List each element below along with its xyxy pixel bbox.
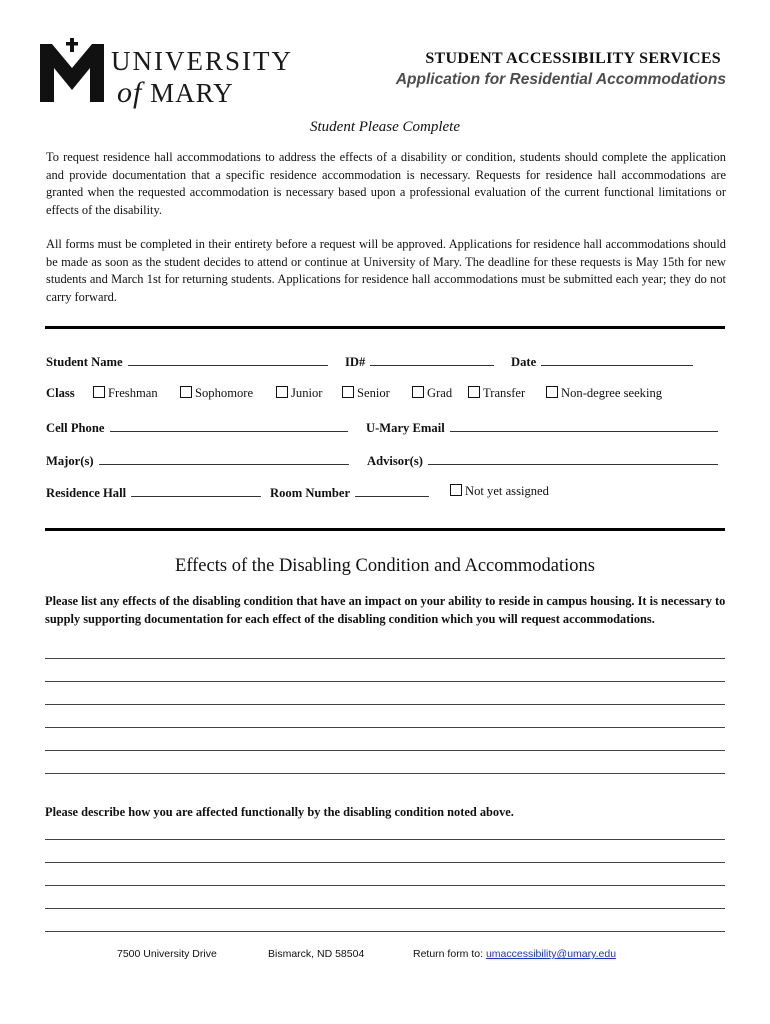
answer-line[interactable] xyxy=(45,931,725,932)
student-name-label: Student Name xyxy=(46,355,123,369)
answer-line[interactable] xyxy=(45,704,725,705)
answer-line[interactable] xyxy=(45,750,725,751)
class-option-non-degree[interactable] xyxy=(546,386,662,401)
class-option-sophomore[interactable] xyxy=(180,386,253,401)
checkbox[interactable] xyxy=(93,386,105,398)
email-field[interactable] xyxy=(450,419,718,432)
option-label: Not yet assigned xyxy=(465,484,549,498)
cell-phone-field[interactable] xyxy=(110,419,348,432)
return-email-link[interactable]: umaccessibility@umary.edu xyxy=(485,948,617,960)
answer-line[interactable] xyxy=(45,839,725,840)
advisors-field[interactable] xyxy=(428,452,718,465)
email-label: U-Mary Email xyxy=(366,421,445,435)
effects-prompt-1: Please list any effects of the disabling condition that have an impact on your ability to reside in campus housing. It is necessary to supply supporting documentation for each effect of the disabling condition which you will request accommodations. xyxy=(45,594,726,626)
student-name-field[interactable] xyxy=(128,353,328,366)
date-field[interactable] xyxy=(541,353,693,366)
section-heading-student: Student Please Complete xyxy=(310,119,460,135)
cell-phone-label: Cell Phone xyxy=(46,421,105,435)
option-label: Grad xyxy=(427,386,453,400)
logo-mary: MARY xyxy=(150,78,234,108)
row-housing xyxy=(46,484,726,504)
university-logo-mark xyxy=(40,38,104,102)
option-label: Junior xyxy=(291,386,323,400)
not-yet-assigned-option[interactable] xyxy=(450,484,549,499)
option-label: Non-degree seeking xyxy=(561,386,663,400)
advisors-label: Advisor(s) xyxy=(367,454,423,468)
room-number-field[interactable] xyxy=(355,484,429,497)
effects-section-title: Effects of the Disabling Condition and Accommodations xyxy=(175,556,595,576)
footer-city: Bismarck, ND 58504 xyxy=(268,948,365,960)
option-label: Freshman xyxy=(108,386,158,400)
checkbox[interactable] xyxy=(412,386,424,398)
logo-of: of xyxy=(117,76,143,109)
answer-line[interactable] xyxy=(45,885,725,886)
option-label: Sophomore xyxy=(195,386,254,400)
logo-wordmark-university: UNIVERSITY xyxy=(111,46,293,76)
class-option-junior[interactable] xyxy=(276,386,322,401)
logo-wordmark-of-mary xyxy=(117,76,234,110)
majors-label: Major(s) xyxy=(46,454,94,468)
class-option-grad[interactable] xyxy=(412,386,452,401)
intro-paragraph-1: To request residence hall accommodations to address the effects of a disability or condition, students should complete the application and provide documentation that a specific residence accommodation is necessary. Requests for residence hall accommodations are granted when the requested accommodation is necessary based upon a professional evaluation of the current functional limitations or effects of the disability. xyxy=(46,150,726,217)
answer-line[interactable] xyxy=(45,681,725,682)
residence-hall-label: Residence Hall xyxy=(46,486,127,500)
intro-paragraph-2: All forms must be completed in their entirety before a request will be approved. Applications for residence hall accommodations should be made as soon as the student decides to attend or continue at University of Mary. The deadline for these requests is May 15th for new students and March 1st for returning students. Applications for residence hall accommodations must be submitted each year; they do not carry forward. xyxy=(46,237,726,304)
department-name: STUDENT ACCESSIBILITY SERVICES xyxy=(425,50,721,67)
return-prefix: Return form to: xyxy=(413,948,484,960)
answer-line[interactable] xyxy=(45,773,725,774)
footer-address: 7500 University Drive xyxy=(117,948,217,960)
checkbox[interactable] xyxy=(342,386,354,398)
row-academic xyxy=(46,452,726,472)
divider-bottom xyxy=(45,528,725,531)
answer-line[interactable] xyxy=(45,658,725,659)
option-label: Senior xyxy=(357,386,390,400)
majors-field[interactable] xyxy=(99,452,349,465)
class-option-senior[interactable] xyxy=(342,386,390,401)
class-option-transfer[interactable] xyxy=(468,386,525,401)
id-label: ID# xyxy=(345,355,366,369)
checkbox[interactable] xyxy=(546,386,558,398)
row-class xyxy=(46,386,726,406)
answer-line[interactable] xyxy=(45,727,725,728)
option-label: Transfer xyxy=(483,386,526,400)
footer-return xyxy=(413,948,616,960)
checkbox[interactable] xyxy=(468,386,480,398)
date-label: Date xyxy=(511,355,537,369)
class-option-freshman[interactable] xyxy=(93,386,158,401)
row-contact xyxy=(46,419,726,439)
id-field[interactable] xyxy=(370,353,494,366)
form-title: Application for Residential Accommodations xyxy=(395,71,726,88)
room-number-label: Room Number xyxy=(270,486,351,500)
row-student-info xyxy=(46,353,726,373)
divider-top xyxy=(45,326,725,329)
checkbox[interactable] xyxy=(276,386,288,398)
answer-line[interactable] xyxy=(45,908,725,909)
checkbox[interactable] xyxy=(450,484,462,496)
effects-prompt-2: Please describe how you are affected functionally by the disabling condition noted above. xyxy=(45,805,514,819)
checkbox[interactable] xyxy=(180,386,192,398)
residence-hall-field[interactable] xyxy=(131,484,261,497)
class-label: Class xyxy=(46,386,75,400)
answer-line[interactable] xyxy=(45,862,725,863)
